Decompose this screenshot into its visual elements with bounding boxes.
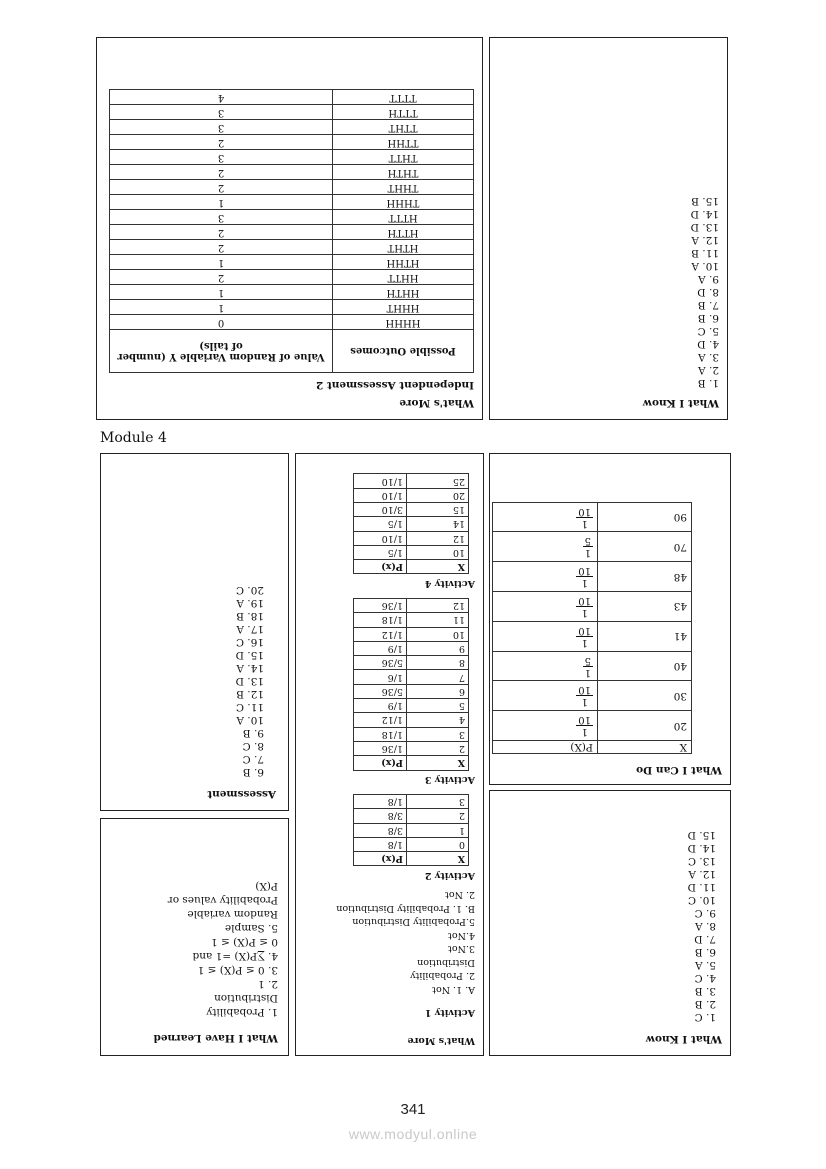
answer-key-list-2 <box>646 828 722 1023</box>
activity1-title: Activity 1 <box>424 1007 475 1019</box>
answer-item: 18. B <box>236 610 264 622</box>
learned-line: Random variable <box>187 908 278 920</box>
tails-count-cell: 2 <box>110 180 333 195</box>
outcome-cell: HHTH <box>333 285 474 300</box>
fraction-denominator: 10 <box>578 684 591 696</box>
activity1-line: 5.Probability Distribution <box>352 916 475 928</box>
answer-item: 4. C <box>694 972 716 984</box>
table-row <box>354 474 469 488</box>
table-row <box>354 670 469 684</box>
activity1-line: 3.Not <box>448 943 475 955</box>
answer-item: 6. B <box>697 312 719 324</box>
answer-key-list <box>643 194 719 389</box>
px-cell: 1/8 <box>354 837 407 851</box>
probability-cell <box>493 562 598 592</box>
tails-count-cell: 1 <box>110 195 333 210</box>
outcome-cell: THTH <box>333 165 474 180</box>
answer-item: 6. B <box>242 766 264 778</box>
outcome-cell: THHH <box>333 195 474 210</box>
x-cell: 12 <box>407 531 469 545</box>
table-row <box>110 195 474 210</box>
assessment-answer-list <box>207 583 276 778</box>
table-row <box>354 741 469 755</box>
activity3-col-px: P(x) <box>354 756 407 770</box>
x-cell: 11 <box>407 613 469 627</box>
probability-cell <box>493 532 598 562</box>
activity4-title: Activity 4 <box>424 577 475 589</box>
table-row <box>110 225 474 240</box>
x-cell: 2 <box>407 809 469 823</box>
table-row <box>110 210 474 225</box>
col-random-variable-y: Value of Random Variable Y (number of tails) <box>110 330 333 373</box>
fraction-denominator: 10 <box>578 714 591 726</box>
table-row <box>493 562 692 592</box>
fraction-numerator: 1 <box>584 547 591 559</box>
px-cell: 1/18 <box>354 727 407 741</box>
table-row <box>354 713 469 727</box>
tails-count-cell: 3 <box>110 105 333 120</box>
x-cell: 48 <box>598 562 692 592</box>
can-do-table <box>492 502 722 776</box>
x-cell: 10 <box>407 627 469 641</box>
answer-item: 16. C <box>235 636 264 648</box>
outcome-cell: HTTT <box>333 210 474 225</box>
tails-count-cell: 1 <box>110 300 333 315</box>
activity2-col-x: X <box>407 852 469 866</box>
module-label: Module 4 <box>100 430 167 446</box>
activity1-line: B. 1. Probability Distribution <box>336 903 475 914</box>
table-row <box>354 502 469 516</box>
table-row <box>354 699 469 713</box>
outcome-cell: THTT <box>333 150 474 165</box>
bottom-what-i-know-box <box>489 790 731 1056</box>
activity3-table <box>353 598 469 771</box>
answer-item: 3. A <box>698 351 719 363</box>
fraction-denominator: 5 <box>584 654 591 666</box>
outcome-cell: TTHH <box>333 135 474 150</box>
answer-item: 8. A <box>695 920 716 932</box>
answer-item: 1. B <box>697 377 719 389</box>
answer-item: 13. D <box>235 675 264 687</box>
px-cell: 1/12 <box>354 627 407 641</box>
whats-more-activities-box <box>295 453 484 1056</box>
answer-item: 15. B <box>691 195 719 207</box>
table-row <box>110 105 474 120</box>
table-row <box>354 627 469 641</box>
answer-item: 19. A <box>236 597 264 609</box>
fraction <box>583 535 593 558</box>
rotated-content <box>97 38 482 419</box>
table-row <box>110 120 474 135</box>
fraction-numerator: 1 <box>576 636 593 648</box>
learned-line: 0 ≤ P(X) ≤ 1 <box>210 936 278 948</box>
assessment-heading: Assessment <box>207 788 276 800</box>
px-cell: 1/9 <box>354 641 407 655</box>
answer-item: 4. D <box>697 338 719 350</box>
answer-item: 2. A <box>698 364 719 376</box>
tails-count-cell: 3 <box>110 210 333 225</box>
px-cell: 1/18 <box>354 613 407 627</box>
table-row <box>493 532 692 562</box>
answer-item: 1. C <box>694 1011 716 1023</box>
learned-lines <box>153 879 278 1019</box>
answer-item: 9. B <box>242 727 264 739</box>
fraction-numerator: 1 <box>584 666 591 678</box>
x-cell: 6 <box>407 684 469 698</box>
assessment-box <box>100 453 289 811</box>
px-cell: 5/36 <box>354 684 407 698</box>
px-cell: 1/10 <box>354 531 407 545</box>
x-cell: 3 <box>407 727 469 741</box>
fraction-denominator: 10 <box>578 565 591 577</box>
activity1-line: 2. Not <box>445 889 475 901</box>
x-cell: 70 <box>598 532 692 562</box>
answer-item: 14. D <box>690 208 719 220</box>
probability-cell <box>493 651 598 681</box>
fraction <box>576 684 593 707</box>
can-do-box <box>489 453 731 785</box>
answer-item: 10. A <box>236 714 264 726</box>
what-i-know-heading-2: What I Know <box>645 1033 722 1045</box>
learned-line: Distribution <box>214 992 278 1004</box>
answer-item: 12. A <box>691 234 719 246</box>
tails-count-cell: 2 <box>110 240 333 255</box>
probability-cell <box>493 621 598 651</box>
table-row <box>354 531 469 545</box>
answer-item: 15. D <box>687 829 716 841</box>
learned-line: 2. 1 <box>257 978 278 990</box>
activity2-title: Activity 2 <box>424 870 475 881</box>
table-row <box>354 656 469 670</box>
fraction <box>576 506 593 529</box>
x-cell: 90 <box>598 502 692 532</box>
table-row <box>110 150 474 165</box>
x-cell: 7 <box>407 670 469 684</box>
learned-line: 5. Sample <box>224 922 278 934</box>
outcome-cell: HHHT <box>333 300 474 315</box>
fraction-numerator: 1 <box>576 695 593 707</box>
activity1-lines <box>300 888 475 996</box>
px-cell: 1/10 <box>354 488 407 502</box>
outcome-cell: HHHH <box>333 315 474 330</box>
px-cell: 3/10 <box>354 502 407 516</box>
outcomes-table <box>109 89 474 373</box>
independent-assessment-box <box>96 37 483 420</box>
probability-cell <box>493 502 598 532</box>
answer-item: 2. B <box>694 998 716 1010</box>
probability-cell <box>493 711 598 741</box>
table-row <box>354 809 469 823</box>
top-what-i-know-box <box>489 37 728 420</box>
table-row <box>493 502 692 532</box>
activity2-col-px: P(x) <box>354 852 407 866</box>
x-cell: 43 <box>598 592 692 622</box>
x-cell: 12 <box>407 598 469 612</box>
answer-item: 6. B <box>694 946 716 958</box>
outcome-cell: HHTT <box>333 270 474 285</box>
activity2-table <box>353 794 469 866</box>
activity3-title: Activity 3 <box>424 774 475 786</box>
table-row <box>354 598 469 612</box>
table-row <box>110 315 474 330</box>
px-cell: 1/8 <box>354 795 407 809</box>
answer-item: 9. A <box>698 273 719 285</box>
answer-item: 7. B <box>697 299 719 311</box>
px-cell: 3/8 <box>354 809 407 823</box>
outcome-cell: TTTT <box>333 90 474 105</box>
answer-item: 11. D <box>687 881 716 893</box>
tails-count-cell: 2 <box>110 225 333 240</box>
table-row <box>493 621 692 651</box>
outcome-cell: TTHT <box>333 120 474 135</box>
what-i-know-heading: What I Know <box>642 397 719 409</box>
tails-count-cell: 2 <box>110 165 333 180</box>
x-cell: 4 <box>407 713 469 727</box>
answer-item: 8. C <box>242 740 264 752</box>
activity4-table <box>353 473 469 574</box>
answer-item: 10. C <box>687 894 716 906</box>
px-cell: 1/5 <box>354 545 407 559</box>
tails-count-cell: 3 <box>110 150 333 165</box>
answer-item: 11. C <box>235 701 264 713</box>
x-cell: 5 <box>407 699 469 713</box>
table-row <box>110 270 474 285</box>
answer-item: 13. C <box>687 855 716 867</box>
fraction-numerator: 1 <box>576 725 593 737</box>
x-cell: 40 <box>598 651 692 681</box>
fraction <box>576 625 593 648</box>
rotated-content <box>490 791 730 1055</box>
fraction-denominator: 5 <box>584 535 591 547</box>
can-do-col-px: P(X) <box>493 741 598 754</box>
fraction <box>583 655 593 678</box>
answer-item: 12. B <box>236 688 264 700</box>
probability-cell <box>493 592 598 622</box>
table-row <box>354 488 469 502</box>
can-do-heading: What I Can Do <box>636 764 722 776</box>
tails-count-cell: 1 <box>110 255 333 270</box>
x-cell: 10 <box>407 545 469 559</box>
table-row <box>354 641 469 655</box>
px-cell: 3/8 <box>354 823 407 837</box>
learned-line: 4. ∑P(X) =1 and <box>192 950 278 962</box>
answer-item: 11. B <box>691 247 719 259</box>
table-row <box>110 285 474 300</box>
fraction <box>576 595 593 618</box>
table-row <box>493 711 692 741</box>
px-cell: 1/36 <box>354 741 407 755</box>
learned-box <box>100 818 289 1056</box>
x-cell: 20 <box>407 488 469 502</box>
table-row <box>354 684 469 698</box>
activity3-col-x: X <box>407 756 469 770</box>
table-row <box>110 300 474 315</box>
outcome-cell: TTTH <box>333 105 474 120</box>
activity1-line: 4.Not <box>448 930 475 941</box>
activity4-col-px: P(x) <box>354 560 407 574</box>
answer-item: 10. A <box>691 260 719 272</box>
answer-item: 20. C <box>235 584 264 596</box>
tails-count-cell: 4 <box>110 90 333 105</box>
table-row <box>110 240 474 255</box>
table-row <box>354 545 469 559</box>
px-cell: 1/12 <box>354 713 407 727</box>
activity4-col-x: X <box>407 560 469 574</box>
answer-item: 14. D <box>687 842 716 854</box>
fraction-denominator: 10 <box>578 594 591 606</box>
x-cell: 0 <box>407 837 469 851</box>
fraction-denominator: 10 <box>578 624 591 636</box>
answer-item: 8. D <box>697 286 719 298</box>
whats-more-heading: What's More <box>407 1035 475 1046</box>
col-possible-outcomes: Possible Outcomes <box>333 330 474 373</box>
learned-heading: What I Have Learned <box>153 1032 278 1044</box>
answer-item: 9. C <box>694 907 716 919</box>
x-cell: 1 <box>407 823 469 837</box>
table-row <box>493 681 692 711</box>
x-cell: 20 <box>598 711 692 741</box>
px-cell: 5/36 <box>354 656 407 670</box>
page-number: 341 <box>400 1101 426 1118</box>
can-do-col-x: X <box>598 741 692 754</box>
table-row <box>354 795 469 809</box>
px-cell: 1/5 <box>354 517 407 531</box>
x-cell: 15 <box>407 502 469 516</box>
x-cell: 25 <box>407 474 469 488</box>
learned-line: Probability values or <box>167 894 278 906</box>
independent-assessment-title: Independent Assessment 2 <box>315 379 474 391</box>
tails-count-cell: 2 <box>110 270 333 285</box>
answer-item: 5. C <box>697 325 719 337</box>
outcome-cell: HTTH <box>333 225 474 240</box>
table-row <box>354 613 469 627</box>
x-cell: 3 <box>407 795 469 809</box>
table-row <box>110 255 474 270</box>
learned-line: 3. 0 ≤ P(X) ≤ 1 <box>197 964 278 976</box>
table-row <box>354 837 469 851</box>
table-row <box>110 165 474 180</box>
px-cell: 1/9 <box>354 699 407 713</box>
table-row <box>110 180 474 195</box>
tails-count-cell: 3 <box>110 120 333 135</box>
table-row <box>493 592 692 622</box>
outcome-cell: HTHH <box>333 255 474 270</box>
fraction <box>576 714 593 737</box>
px-cell: 1/6 <box>354 670 407 684</box>
answer-item: 3. B <box>694 985 716 997</box>
answer-item: 7. D <box>694 933 716 945</box>
tails-count-cell: 1 <box>110 285 333 300</box>
px-cell: 1/10 <box>354 474 407 488</box>
answer-item: 7. C <box>242 753 264 765</box>
answer-item: 13. D <box>690 221 719 233</box>
outcome-cell: THHT <box>333 180 474 195</box>
activity1-line: A. 1. Not <box>432 984 475 995</box>
x-cell: 41 <box>598 621 692 651</box>
answer-item: 17. A <box>236 623 264 635</box>
learned-line: 1. Probability <box>206 1006 278 1018</box>
rotated-content <box>490 454 730 784</box>
answer-item: 12. A <box>688 868 716 880</box>
activity1-line: Distribution <box>417 957 475 968</box>
outcome-cell: HTHT <box>333 240 474 255</box>
rotated-content <box>490 38 727 419</box>
learned-line: P(X) <box>255 880 278 892</box>
fraction-numerator: 1 <box>576 576 593 588</box>
table-row <box>493 651 692 681</box>
watermark: www.modyul.online <box>348 1126 478 1142</box>
table-row <box>110 90 474 105</box>
x-cell: 30 <box>598 681 692 711</box>
x-cell: 9 <box>407 641 469 655</box>
rotated-content <box>101 819 288 1055</box>
table-row <box>110 135 474 150</box>
fraction-numerator: 1 <box>576 517 593 529</box>
x-cell: 8 <box>407 656 469 670</box>
answer-item: 15. D <box>235 649 264 661</box>
table-row <box>354 727 469 741</box>
fraction-denominator: 10 <box>578 505 591 517</box>
fraction-numerator: 1 <box>576 606 593 618</box>
table-row <box>354 517 469 531</box>
rotated-content <box>101 454 288 810</box>
table-row <box>354 823 469 837</box>
x-cell: 14 <box>407 517 469 531</box>
answer-item: 5. A <box>695 959 716 971</box>
whats-more-heading: What's More <box>399 397 474 409</box>
answer-item: 14. A <box>236 662 264 674</box>
probability-cell <box>493 681 598 711</box>
tails-count-cell: 2 <box>110 135 333 150</box>
rotated-content <box>296 454 483 1055</box>
fraction <box>576 565 593 588</box>
px-cell: 1/36 <box>354 598 407 612</box>
activity1-line: 2. Probability <box>410 970 475 982</box>
tails-count-cell: 0 <box>110 315 333 330</box>
x-cell: 2 <box>407 741 469 755</box>
